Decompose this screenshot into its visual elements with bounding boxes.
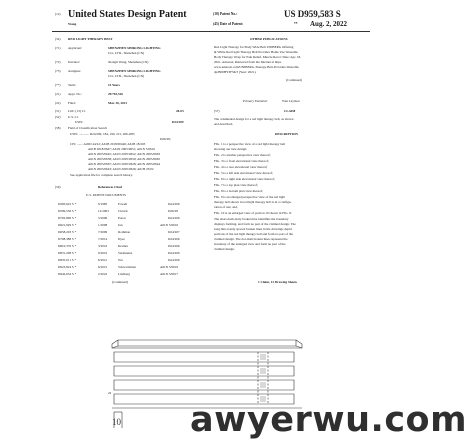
ref-no: D658,203 S * xyxy=(58,230,77,234)
other-pub-line-6: dp/B09HY3FSKT (Year: 2021). xyxy=(214,70,257,74)
field-search-note: See application file for complete search history. xyxy=(70,173,133,177)
code-73: (73) xyxy=(55,69,61,73)
ref-name: Kramer xyxy=(118,244,129,248)
ref-class: D24/206 xyxy=(168,258,180,262)
ref-name: Vermeulen xyxy=(118,251,133,255)
document-title: United States Design Patent xyxy=(68,9,187,20)
description-line: long thin evenly spaced broken lines in the drawings depict xyxy=(214,227,293,231)
uspc-value: D24/209 xyxy=(172,120,184,124)
ref-date: 6/2021 xyxy=(98,265,108,269)
date-of-patent: Aug. 2, 2022 xyxy=(310,20,347,28)
other-pub-line-2: & White Red Light Therapy Belt Provides Home Use Wearable xyxy=(214,50,298,54)
ref-date: 5/2006 xyxy=(98,216,108,220)
description-line: FIG. 9 is an enlarged perspective view of the red light xyxy=(214,195,286,199)
inventor-name: Xiangli Wang, Shenzhen (CN) xyxy=(108,60,149,64)
date-of-patent-label: (45) Date of Patent: xyxy=(213,22,244,26)
description-title: DESCRIPTION xyxy=(275,132,298,136)
ref-class: D24/206 xyxy=(168,202,180,206)
belt-panel-3 xyxy=(114,380,294,390)
ref-date: 1/2008 xyxy=(98,223,108,227)
us-cl-label: U.S. Cl. xyxy=(68,115,79,119)
ref-date: 2/2022 xyxy=(98,272,108,276)
description-line: therapy belt shown in red light therapy belt is in a configu- xyxy=(214,200,292,204)
ref-date: 3/2016 xyxy=(98,244,108,248)
asterisk-mark: ** xyxy=(294,22,298,26)
description-line: FIG. 7 is a top plan view thereof; xyxy=(214,183,258,187)
code-52: (52) xyxy=(55,115,61,119)
uspc-label: USPC xyxy=(75,120,84,124)
applicant-line-1: SHENZHEN SHIRONG LIGHTING xyxy=(108,46,161,50)
field-search-line-8: A61N 2005/0643; A61N 2005/0626; A61H 23/02 xyxy=(88,167,154,171)
description-line: FIG. 1 is a perspective view of a red light therapy belt xyxy=(214,142,286,146)
loc-label: LOC (13) Cl. xyxy=(68,109,86,113)
description-line: FIG. 3 is a front elevational view thereof; xyxy=(214,159,269,163)
loc-value: 28-03 xyxy=(176,109,184,113)
field-search-line-7: A61N 2005/0667; A61N 2005/0628; A61N 2005/0644 xyxy=(88,162,161,166)
watermark-text: awyerwu.com xyxy=(190,400,467,440)
appl-no-label: Appl. No.: xyxy=(68,92,83,96)
code-54: (54) xyxy=(55,37,61,41)
ref-no: D621,929 S * xyxy=(58,223,77,227)
code-term: (**) xyxy=(55,83,61,87)
description-line: FIG. 8 is a bottom plan view thereof; xyxy=(214,189,263,193)
ref-name: Lindberg xyxy=(118,272,131,276)
claim-count: 1 Claim, 12 Drawing Sheets xyxy=(258,280,297,284)
filed-label: Filed: xyxy=(68,101,76,105)
ref-date: 7/2014 xyxy=(98,237,108,241)
belt-panel-2 xyxy=(114,366,294,376)
ref-class: A61N 5/0616 xyxy=(160,223,179,227)
ref-date: 9/2019 xyxy=(98,251,108,255)
field-search-line-6: A61N 2005/0658; A61N 2005/0659; A61N 2005/0665 xyxy=(88,157,161,161)
ref-name: Jun xyxy=(118,223,123,227)
ref-date: 7/2009 xyxy=(98,230,108,234)
description-line: showing our new design; xyxy=(214,147,248,151)
ref-class: D24/206 xyxy=(168,216,180,220)
code-72: (72) xyxy=(55,60,61,64)
field-search-line-4: A61B 2018/0647; A61N 2005/0651; A61N 5/0616 xyxy=(88,147,155,151)
ref-name: Powell xyxy=(118,202,128,206)
code-58: (58) xyxy=(55,126,61,130)
ref-no: D708,388 S * xyxy=(58,237,77,241)
ref-no: D810,376 S * xyxy=(58,244,77,248)
appl-no-value: 29/781,516 xyxy=(108,92,123,96)
applicant-label: Applicant: xyxy=(68,46,82,50)
belt-top-edge xyxy=(118,340,296,346)
ref-class: D24/206 xyxy=(168,244,180,248)
field-search-line-1: USPC ............ D24/209, 184, 190, 215, 206-208; xyxy=(70,132,135,136)
other-pub-line-3: Body Therapy Wrap for Pain Relief, Muscle Recov Date: Apr. 18, xyxy=(214,55,302,59)
ref-no: D831,208 S * xyxy=(58,251,77,255)
description-line: displays forming, and form no part of the claimed design. The xyxy=(214,222,296,226)
description-line: boundary of the enlarged view and form no part of the xyxy=(214,242,286,246)
other-pub-line-4: 2021, Amazon, Retrieved from the Internet at https xyxy=(214,60,282,64)
ref-no: D835,611 S * xyxy=(58,258,77,262)
term-label: Term: xyxy=(68,83,76,87)
ref-class: A61N 5/0617 xyxy=(160,272,179,276)
filed-date: Mar. 30, 2021 xyxy=(108,101,128,105)
references-continued: (Continued) xyxy=(112,280,128,284)
code-51: (51) xyxy=(55,109,61,113)
assignee-line-2: CO., LTD., Shenzhen (CN) xyxy=(108,74,145,78)
ref-class: D24/206 xyxy=(168,237,180,241)
ref-date: 12/2003 xyxy=(98,209,109,213)
inventor-surname: Wang xyxy=(68,22,77,26)
ref-no: D942,634 S * xyxy=(58,272,77,276)
ref-date: 6/2021 xyxy=(98,258,108,262)
other-pub-line-5: www.amazon.com/UNIBERG-Therapy-Belt-Provides-Wearable xyxy=(214,65,299,69)
code-21: (21) xyxy=(55,92,61,96)
code-12: (12) xyxy=(55,12,61,16)
assignee-line-1: SHENZHEN SHIRONG LIGHTING xyxy=(108,69,161,73)
field-search-line-3: CPC ....... A45D 44/22; A61B 2018/00446; A61B 18/203 xyxy=(70,142,146,146)
ref-class: A61N 5/0616 xyxy=(160,265,179,269)
code-56: (56) xyxy=(55,185,61,189)
ref-no: D702,800 S * xyxy=(58,216,77,220)
description-line: claimed design. The dot-dash broken lines represent the xyxy=(214,237,288,241)
ref-class: D24/206 xyxy=(168,251,180,255)
ref-no: D283,622 S * xyxy=(58,202,77,206)
design-title: RED LIGHT THERAPY BELT xyxy=(68,37,113,41)
claim-title: CLAIM xyxy=(284,109,296,113)
ref-name: Rothman xyxy=(118,230,131,234)
ref-date: 9/1985 xyxy=(98,202,108,206)
description-line: FIG. 6 is a right side elevational view thereof; xyxy=(214,177,275,181)
ref-name: Clerick xyxy=(118,209,128,213)
description-line: FIG. 5 is a left side elevational view thereof; xyxy=(214,171,273,175)
field-search-line-2: D26/28; xyxy=(160,137,171,141)
belt-left-end xyxy=(112,340,118,348)
inventor-label: Inventor: xyxy=(68,60,81,64)
description-line: FIG. 2 is another perspective view thereof; xyxy=(214,153,271,157)
ref-class: D24/207 xyxy=(168,230,180,234)
belt-panel-1 xyxy=(114,352,294,362)
references-title: References Cited xyxy=(98,185,122,189)
ref-name: Wu xyxy=(118,258,123,262)
ref-name: Schwartzman xyxy=(118,265,136,269)
primary-examiner-name: Wan Laymon xyxy=(282,99,300,103)
description-line: The short-dash-dotty broken line identifies the boundary xyxy=(214,217,289,221)
description-line: FIG. 10 is an enlarged view of portion 10 shown in FIG. 8. xyxy=(214,211,292,215)
description-line: ration of use; and, xyxy=(214,205,238,209)
assignee-label: Assignee: xyxy=(68,69,82,73)
primary-examiner-label: Primary Examiner xyxy=(243,99,268,103)
claim-line-2: and described. xyxy=(214,122,234,126)
references-subtitle: U.S. PATENT DOCUMENTS xyxy=(86,193,126,197)
ref-name: Dyes xyxy=(118,237,125,241)
description-line: claimed design. xyxy=(214,247,235,251)
header-rule xyxy=(52,31,370,32)
description-line: FIG. 4 is a rear elevational view thereof; xyxy=(214,165,268,169)
other-pub-continued: (Continued) xyxy=(286,78,302,82)
ref-no: D509,556 S * xyxy=(58,209,77,213)
ref-name: Eaton xyxy=(118,216,126,220)
other-publications-title: OTHER PUBLICATIONS xyxy=(250,37,288,41)
claim-line-1: The ornamental design for a red light therapy belt, as shown xyxy=(214,117,294,121)
patent-number: US D959,583 S xyxy=(284,9,341,19)
code-22: (22) xyxy=(55,101,61,105)
description-line: portions of the red light therapy belt and form no part of the xyxy=(214,232,293,236)
code-57: (57) xyxy=(214,109,220,113)
field-search-line-5: A61N 2005/0645; A61N 2005/0652; A61N 2005/0663 xyxy=(88,152,161,156)
ref-class: D26/28 xyxy=(168,209,178,213)
field-search-label: Field of Classification Search xyxy=(68,126,108,130)
other-pub-line-1: Red Light Therapy for Body Wide Belt UNIBERG Offering xyxy=(214,45,294,49)
code-71: (71) xyxy=(55,46,61,50)
applicant-line-2: CO., LTD., Shenzhen (CN) xyxy=(108,51,145,55)
figure-label: 10 xyxy=(112,417,121,427)
ref-no: D923,824 S * xyxy=(58,265,77,269)
term-value: 15 Years xyxy=(108,83,120,87)
patent-no-label: (10) Patent No.: xyxy=(213,12,238,16)
figure-ref-number: 22 xyxy=(108,391,112,395)
